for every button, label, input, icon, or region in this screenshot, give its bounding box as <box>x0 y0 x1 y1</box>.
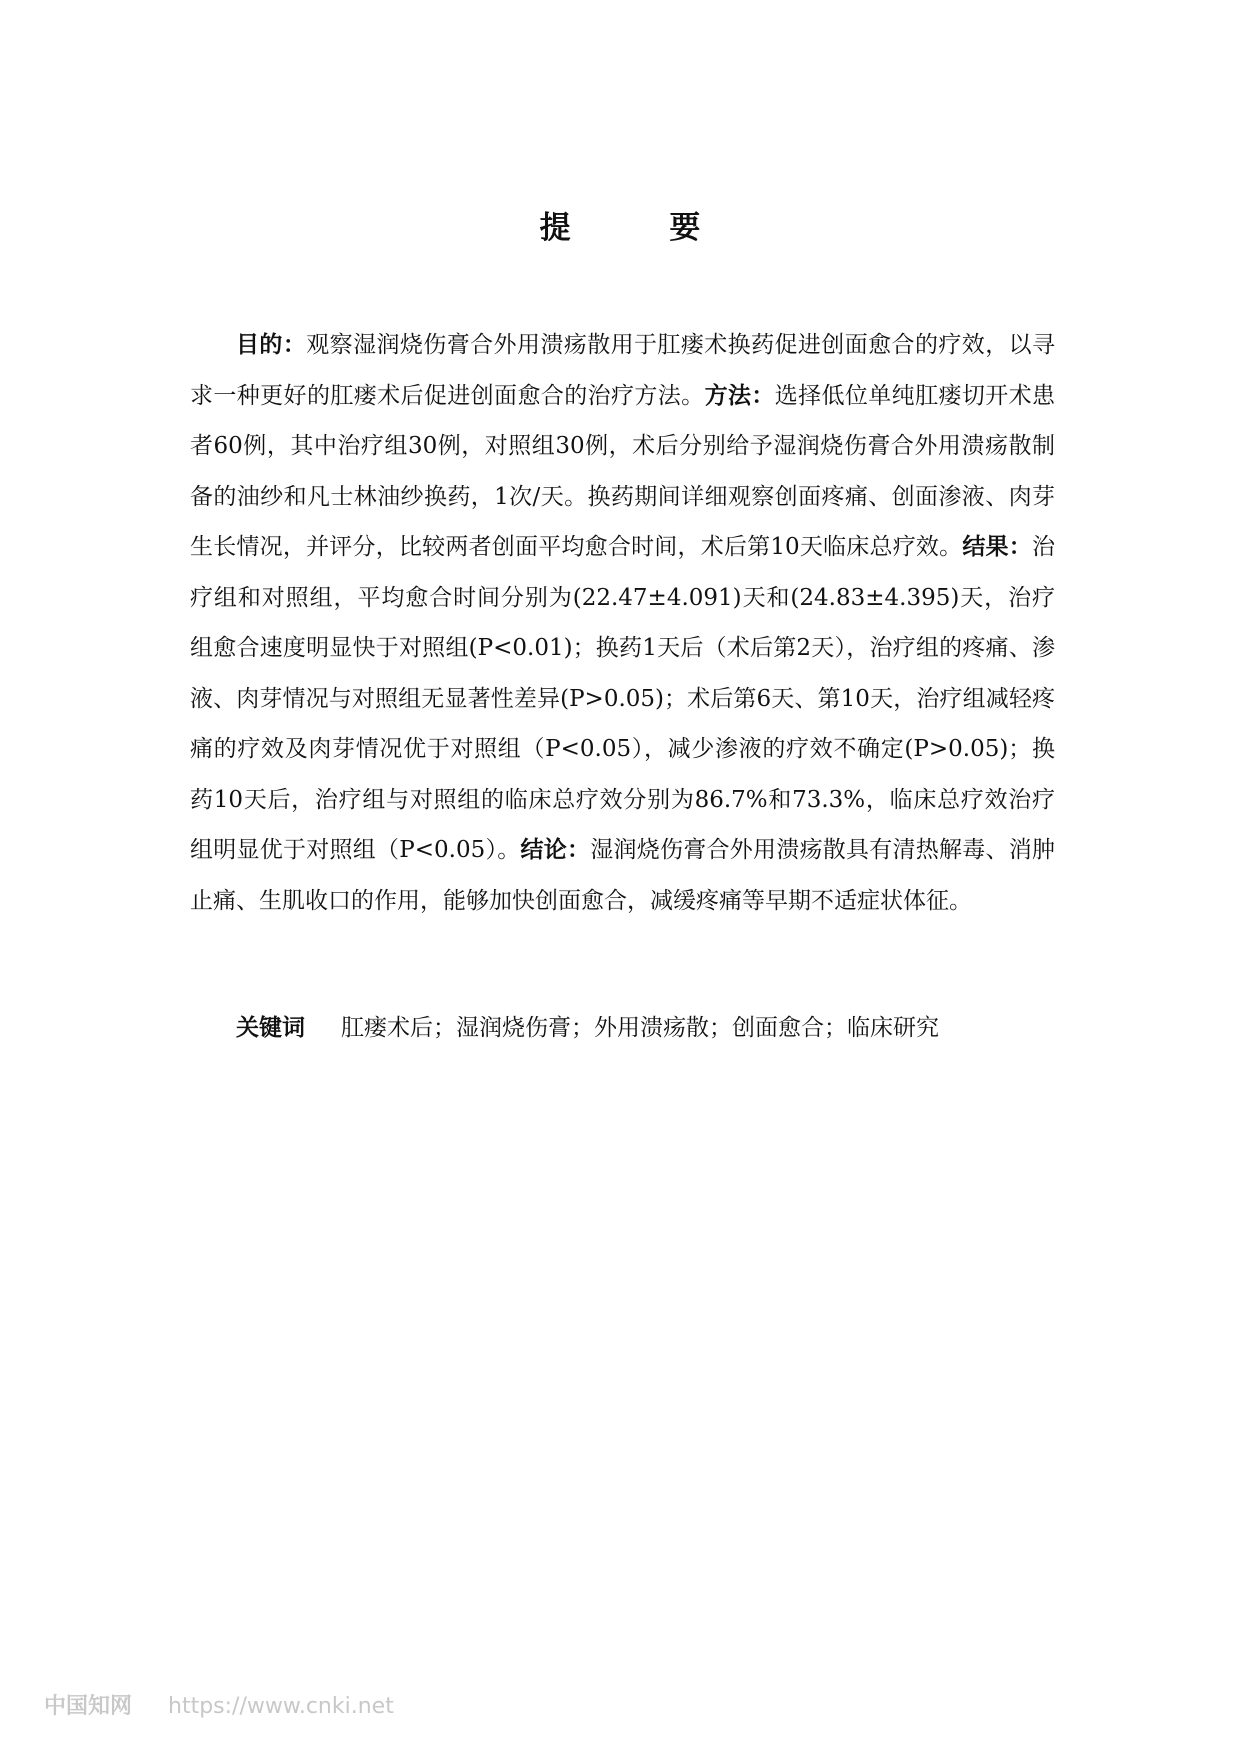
watermark-url: https://www.cnki.net <box>168 1694 394 1719</box>
objective-label: 目的： <box>236 332 307 358</box>
cnki-watermark <box>44 1693 394 1721</box>
conclusion-label: 结论： <box>520 837 591 863</box>
conclusion-text: 湿润烧伤膏合外用溃疡散具有清热解毒、消肿止痛、生肌收口的作用，能够加快创面愈合，减缓疼痛等早期不适症状体征。 <box>190 837 1056 914</box>
methods-label: 方法： <box>704 382 775 409</box>
results-label: 结果： <box>962 534 1032 560</box>
keywords-line <box>236 1008 1056 1048</box>
objective-text: 观察湿润烧伤膏合外用溃疡散用于肛瘘术换药促进创面愈合的疗效，以寻求一种更好的肛瘘术后促进创面愈合的治疗方法。 <box>190 332 1056 409</box>
page-title: 提 要 <box>539 210 745 246</box>
methods-text: 选择低位单纯肛瘘切开术患者60例，其中治疗组30例，对照组30例，术后分别给予湿润烧伤膏合外用溃疡散制备的油纱和凡士林油纱换药，1次/天。换药期间详细观察创面疼痛、创面渗液、肉芽生长情况，并评分，比较两者创面平均愈合时间，术后第10天临床总疗效。 <box>190 382 1056 560</box>
keywords-text: 肛瘘术后；湿润烧伤膏；外用溃疡散；创面愈合；临床研究 <box>341 1015 939 1041</box>
abstract-body <box>190 320 1055 926</box>
keywords-label: 关键词 <box>236 1015 305 1041</box>
results-text: 治疗组和对照组，平均愈合时间分别为(22.47±4.091)天和(24.83±4.395)天，治疗组愈合速度明显快于对照组(P<0.01)；换药1天后（术后第2天），治疗组的疼痛、渗液、肉芽情况与对照组无显著性差异(P>0.05)；术后第6天、第10天，治疗组减轻疼痛的疗效及肉芽情况优于对照组（P<0.05），减少渗液的疗效不确定(P>0.05)；换药10天后，治疗组与对照组的临床总疗效分别为86.7%和73.3%，临床总疗效治疗组明显优于对照组（P<0.05）。 <box>190 534 1055 863</box>
watermark-brand: 中国知网 <box>44 1694 133 1719</box>
